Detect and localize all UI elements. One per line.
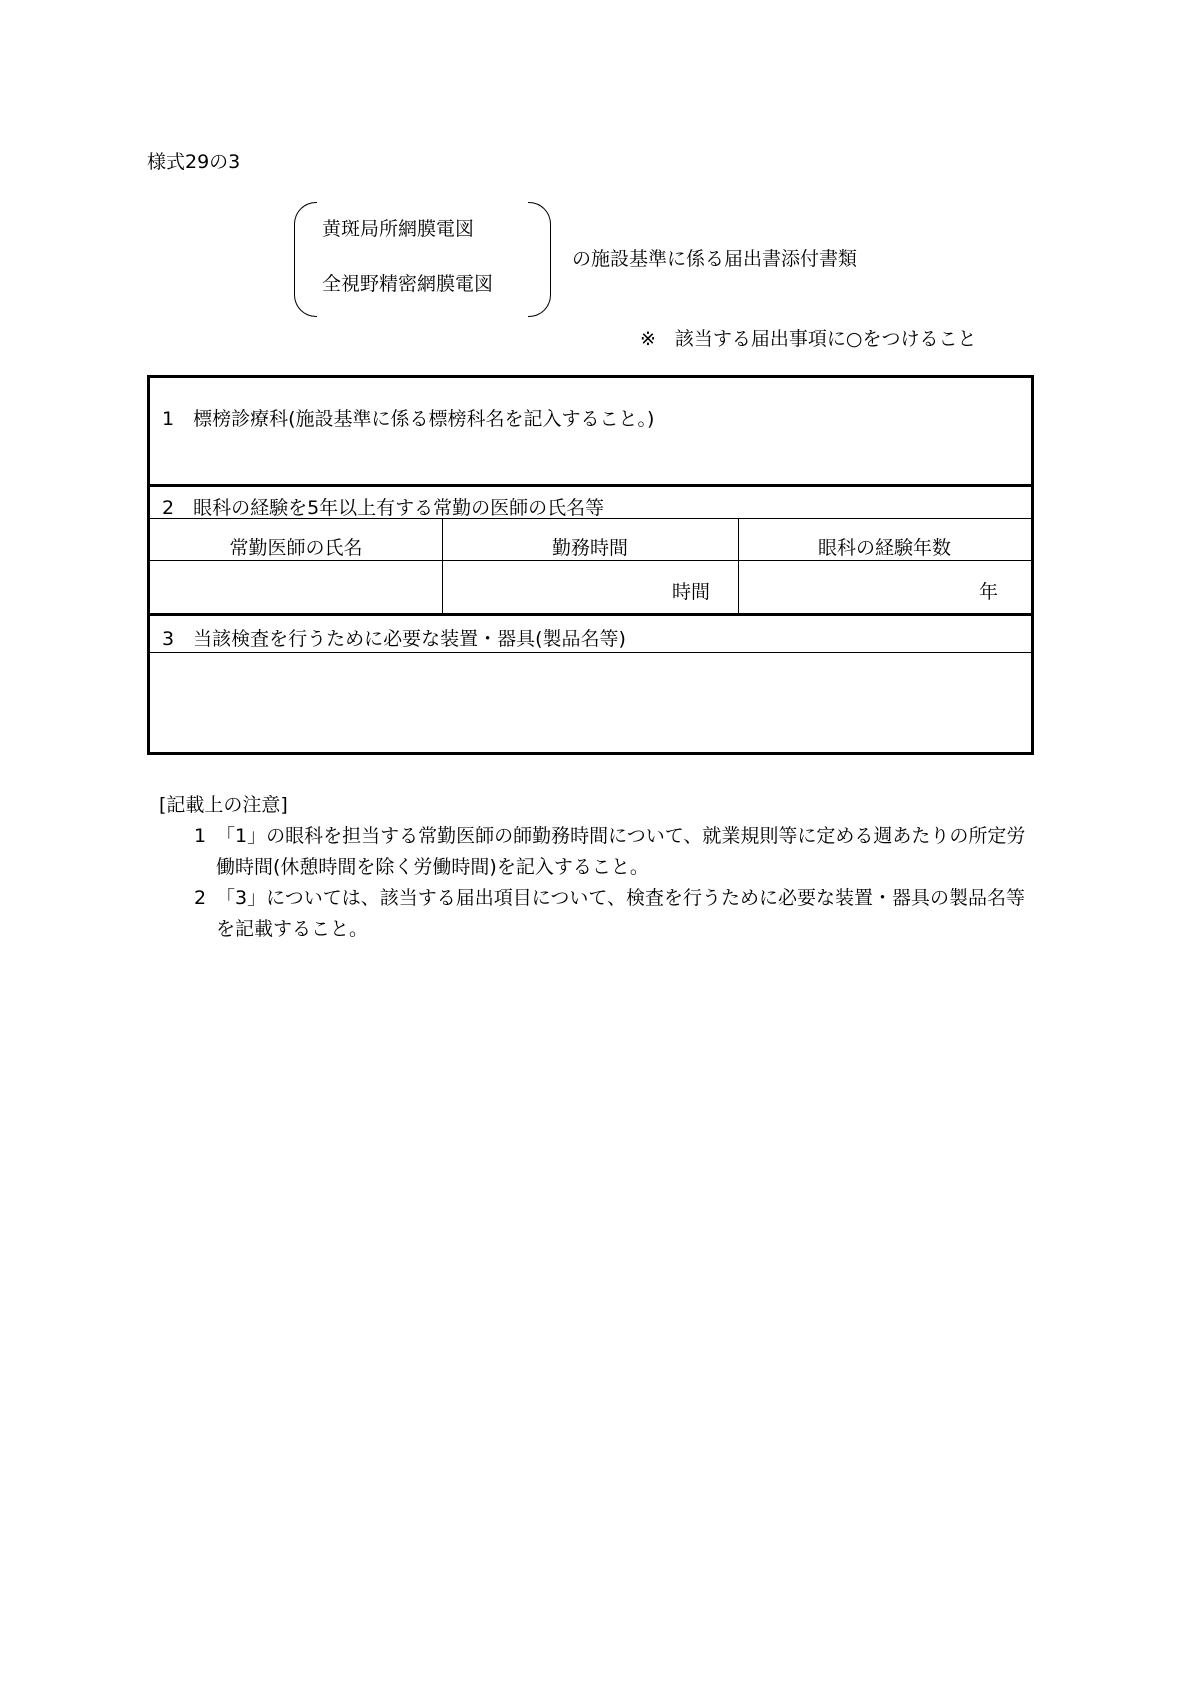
header-work-hours: 勤務時間 (551, 537, 628, 559)
left-bracket (294, 202, 317, 317)
header-doctor-name: 常勤医師の氏名 (229, 537, 363, 559)
title-option-2: 全視野精密網膜電図 (322, 273, 494, 295)
divider (150, 518, 1031, 519)
equipment-field[interactable] (150, 654, 1031, 752)
note-number: 1 (194, 825, 207, 847)
title-option-1: 黄斑局所網膜電図 (322, 218, 475, 240)
instruction: ※ 該当する届出事項に○をつけること (640, 328, 977, 350)
doctor-name-field[interactable] (150, 568, 442, 613)
note-item (159, 883, 1039, 945)
note-number: 2 (194, 887, 207, 909)
form-number: 様式29の3 (147, 151, 241, 173)
divider (150, 484, 1031, 487)
note-item (159, 821, 1039, 883)
notes-heading: [記載上の注意] (159, 794, 288, 816)
notes (159, 790, 1039, 945)
header-experience-years: 眼科の経験年数 (817, 537, 951, 559)
section2-label: 2 眼科の経験を5年以上有する常勤の医師の氏名等 (162, 497, 605, 519)
experience-years-field[interactable] (738, 566, 1031, 611)
years-unit: 年 (978, 581, 998, 603)
divider (150, 613, 1031, 616)
divider (150, 652, 1031, 653)
note-text: 「1」の眼科を担当する常勤医師の師勤務時間について、就業規則等に定める週あたりの所定労働時間(休憩時間を除く労働時間)を記入すること。 (216, 825, 1026, 878)
right-bracket (528, 202, 551, 317)
section1-label: 1 標榜診療科(施設基準に係る標榜科名を記入すること。) (162, 408, 655, 430)
title-suffix: の施設基準に係る届出書添付書類 (572, 248, 858, 270)
form-table (147, 375, 1034, 755)
divider (150, 560, 1031, 561)
note-text: 「3」については、該当する届出項目について、検査を行うために必要な装置・器具の製品名等を記載すること。 (216, 887, 1025, 940)
work-hours-field[interactable] (442, 566, 738, 611)
hours-unit: 時間 (671, 581, 710, 603)
section3-label: 3 当該検査を行うために必要な装置・器具(製品名等) (162, 628, 626, 650)
